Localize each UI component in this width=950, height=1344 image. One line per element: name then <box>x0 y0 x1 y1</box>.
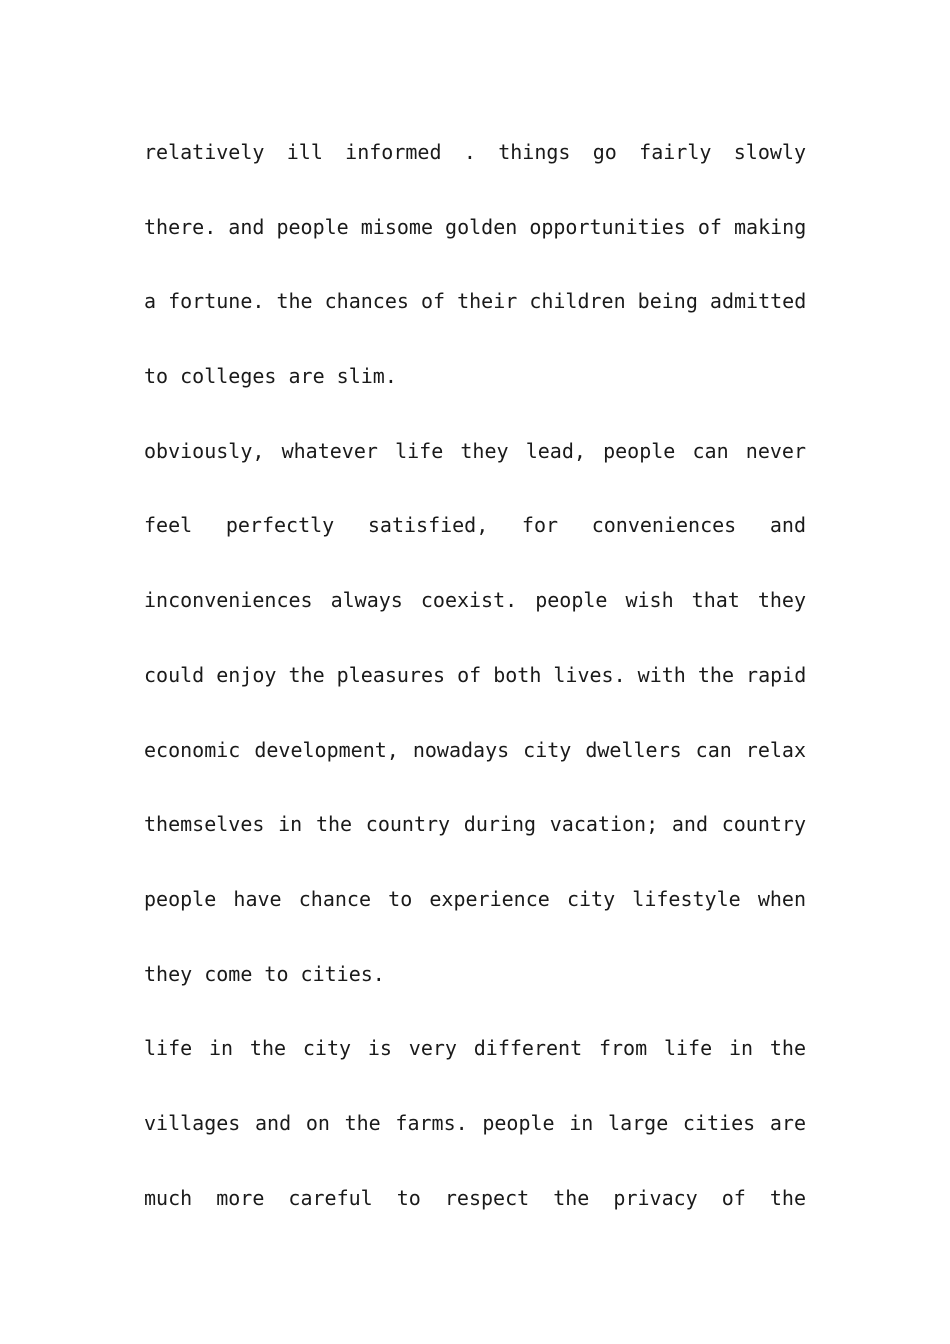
text-line: feel perfectly satisfied, for conveniences and <box>144 513 806 538</box>
text-line: economic development, nowadays city dwellers can relax <box>144 737 806 762</box>
text-line: inconveniences always coexist. people wish that they <box>144 588 806 613</box>
text-line: life in the city is very different from life in the <box>144 1036 806 1061</box>
text-line: villages and on the farms. people in large cities are <box>144 1110 806 1135</box>
document-body <box>144 130 806 1250</box>
text-line: they come to cities. <box>144 961 385 986</box>
text-line: obviously, whatever life they lead, people can never <box>144 438 806 463</box>
text-line: people have chance to experience city lifestyle when <box>144 886 806 911</box>
text-line: to colleges are slim. <box>144 364 397 389</box>
text-line: could enjoy the pleasures of both lives. with the rapid <box>144 662 807 687</box>
text-line: there. and people misome golden opportunities of making <box>144 214 807 239</box>
text-line: themselves in the country during vacation; and country <box>144 812 806 837</box>
text-line: a fortune. the chances of their children being admitted <box>144 289 807 314</box>
text-line: much more careful to respect the privacy of the <box>144 1185 806 1210</box>
text-line: relatively ill informed . things go fairly slowly <box>144 140 806 164</box>
